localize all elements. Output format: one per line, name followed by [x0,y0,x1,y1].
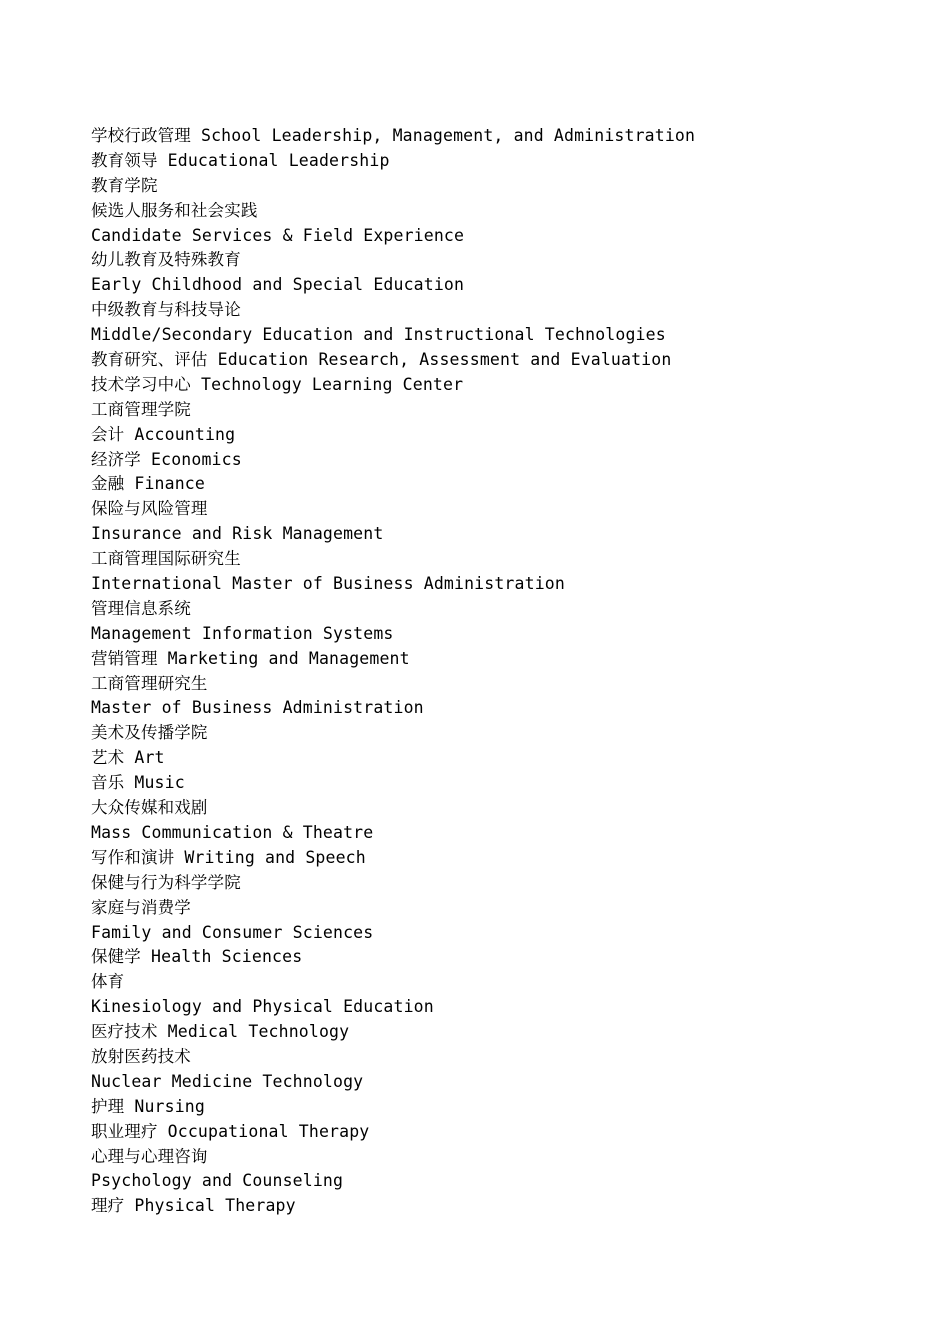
text-line: Candidate Services & Field Experience [91,225,465,245]
text-line: 教育研究、评估 Education Research, Assessment and Evaluation [91,350,672,370]
text-line: 工商管理研究生 [91,673,208,693]
text-line: 放射医药技术 [91,1046,191,1066]
text-line: 保险与风险管理 [91,499,208,519]
text-line: 写作和演讲 Writing and Speech [91,847,366,867]
text-line: 管理信息系统 [91,598,191,618]
text-line: 保健与行为科学学院 [91,872,241,892]
text-line: 理疗 Physical Therapy [91,1196,296,1216]
text-line: 学校行政管理 School Leadership, Management, and Administration [91,126,696,145]
text-line: 家庭与消费学 [91,897,191,917]
text-line: Nuclear Medicine Technology [91,1071,364,1091]
text-line: Early Childhood and Special Education [91,275,465,295]
text-line: 心理与心理咨询 [91,1146,208,1166]
text-line: 艺术 Art [91,748,165,768]
text-line: Family and Consumer Sciences [91,922,374,942]
text-line: 教育学院 [91,175,158,195]
text-line: 经济学 Economics [91,449,242,469]
text-line: Management Information Systems [91,623,394,643]
text-line: Middle/Secondary Education and Instructional Technologies [91,325,666,345]
text-line: Mass Communication & Theatre [91,822,374,842]
text-line: 医疗技术 Medical Technology [91,1022,350,1042]
text-line: 工商管理学院 [91,399,191,419]
text-line: 保健学 Health Sciences [91,947,303,967]
text-line: 营销管理 Marketing and Management [91,648,410,668]
text-line: 护理 Nursing [91,1096,205,1116]
text-line: Psychology and Counseling [91,1171,344,1191]
text-line: 大众传媒和戏剧 [91,798,208,818]
text-line: 音乐 Music [91,773,185,793]
text-line: 幼儿教育及特殊教育 [91,250,241,270]
text-line: 职业理疗 Occupational Therapy [91,1121,370,1141]
text-line: Insurance and Risk Management [91,524,384,544]
text-line: 体育 [91,972,125,992]
text-line: 候选人服务和社会实践 [91,200,258,220]
text-line: 美术及传播学院 [91,723,208,743]
text-line: Master of Business Administration [91,698,424,718]
text-line: 工商管理国际研究生 [91,549,241,569]
text-line: 中级教育与科技导论 [91,300,241,320]
text-line: 会计 Accounting [91,424,236,444]
text-line: 金融 Finance [91,474,205,494]
text-line: Kinesiology and Physical Education [91,997,434,1017]
program-list [91,124,695,1219]
text-line: 技术学习中心 Technology Learning Center [91,374,464,394]
text-line: 教育领导 Educational Leadership [91,150,390,170]
text-line: International Master of Business Administration [91,574,565,594]
